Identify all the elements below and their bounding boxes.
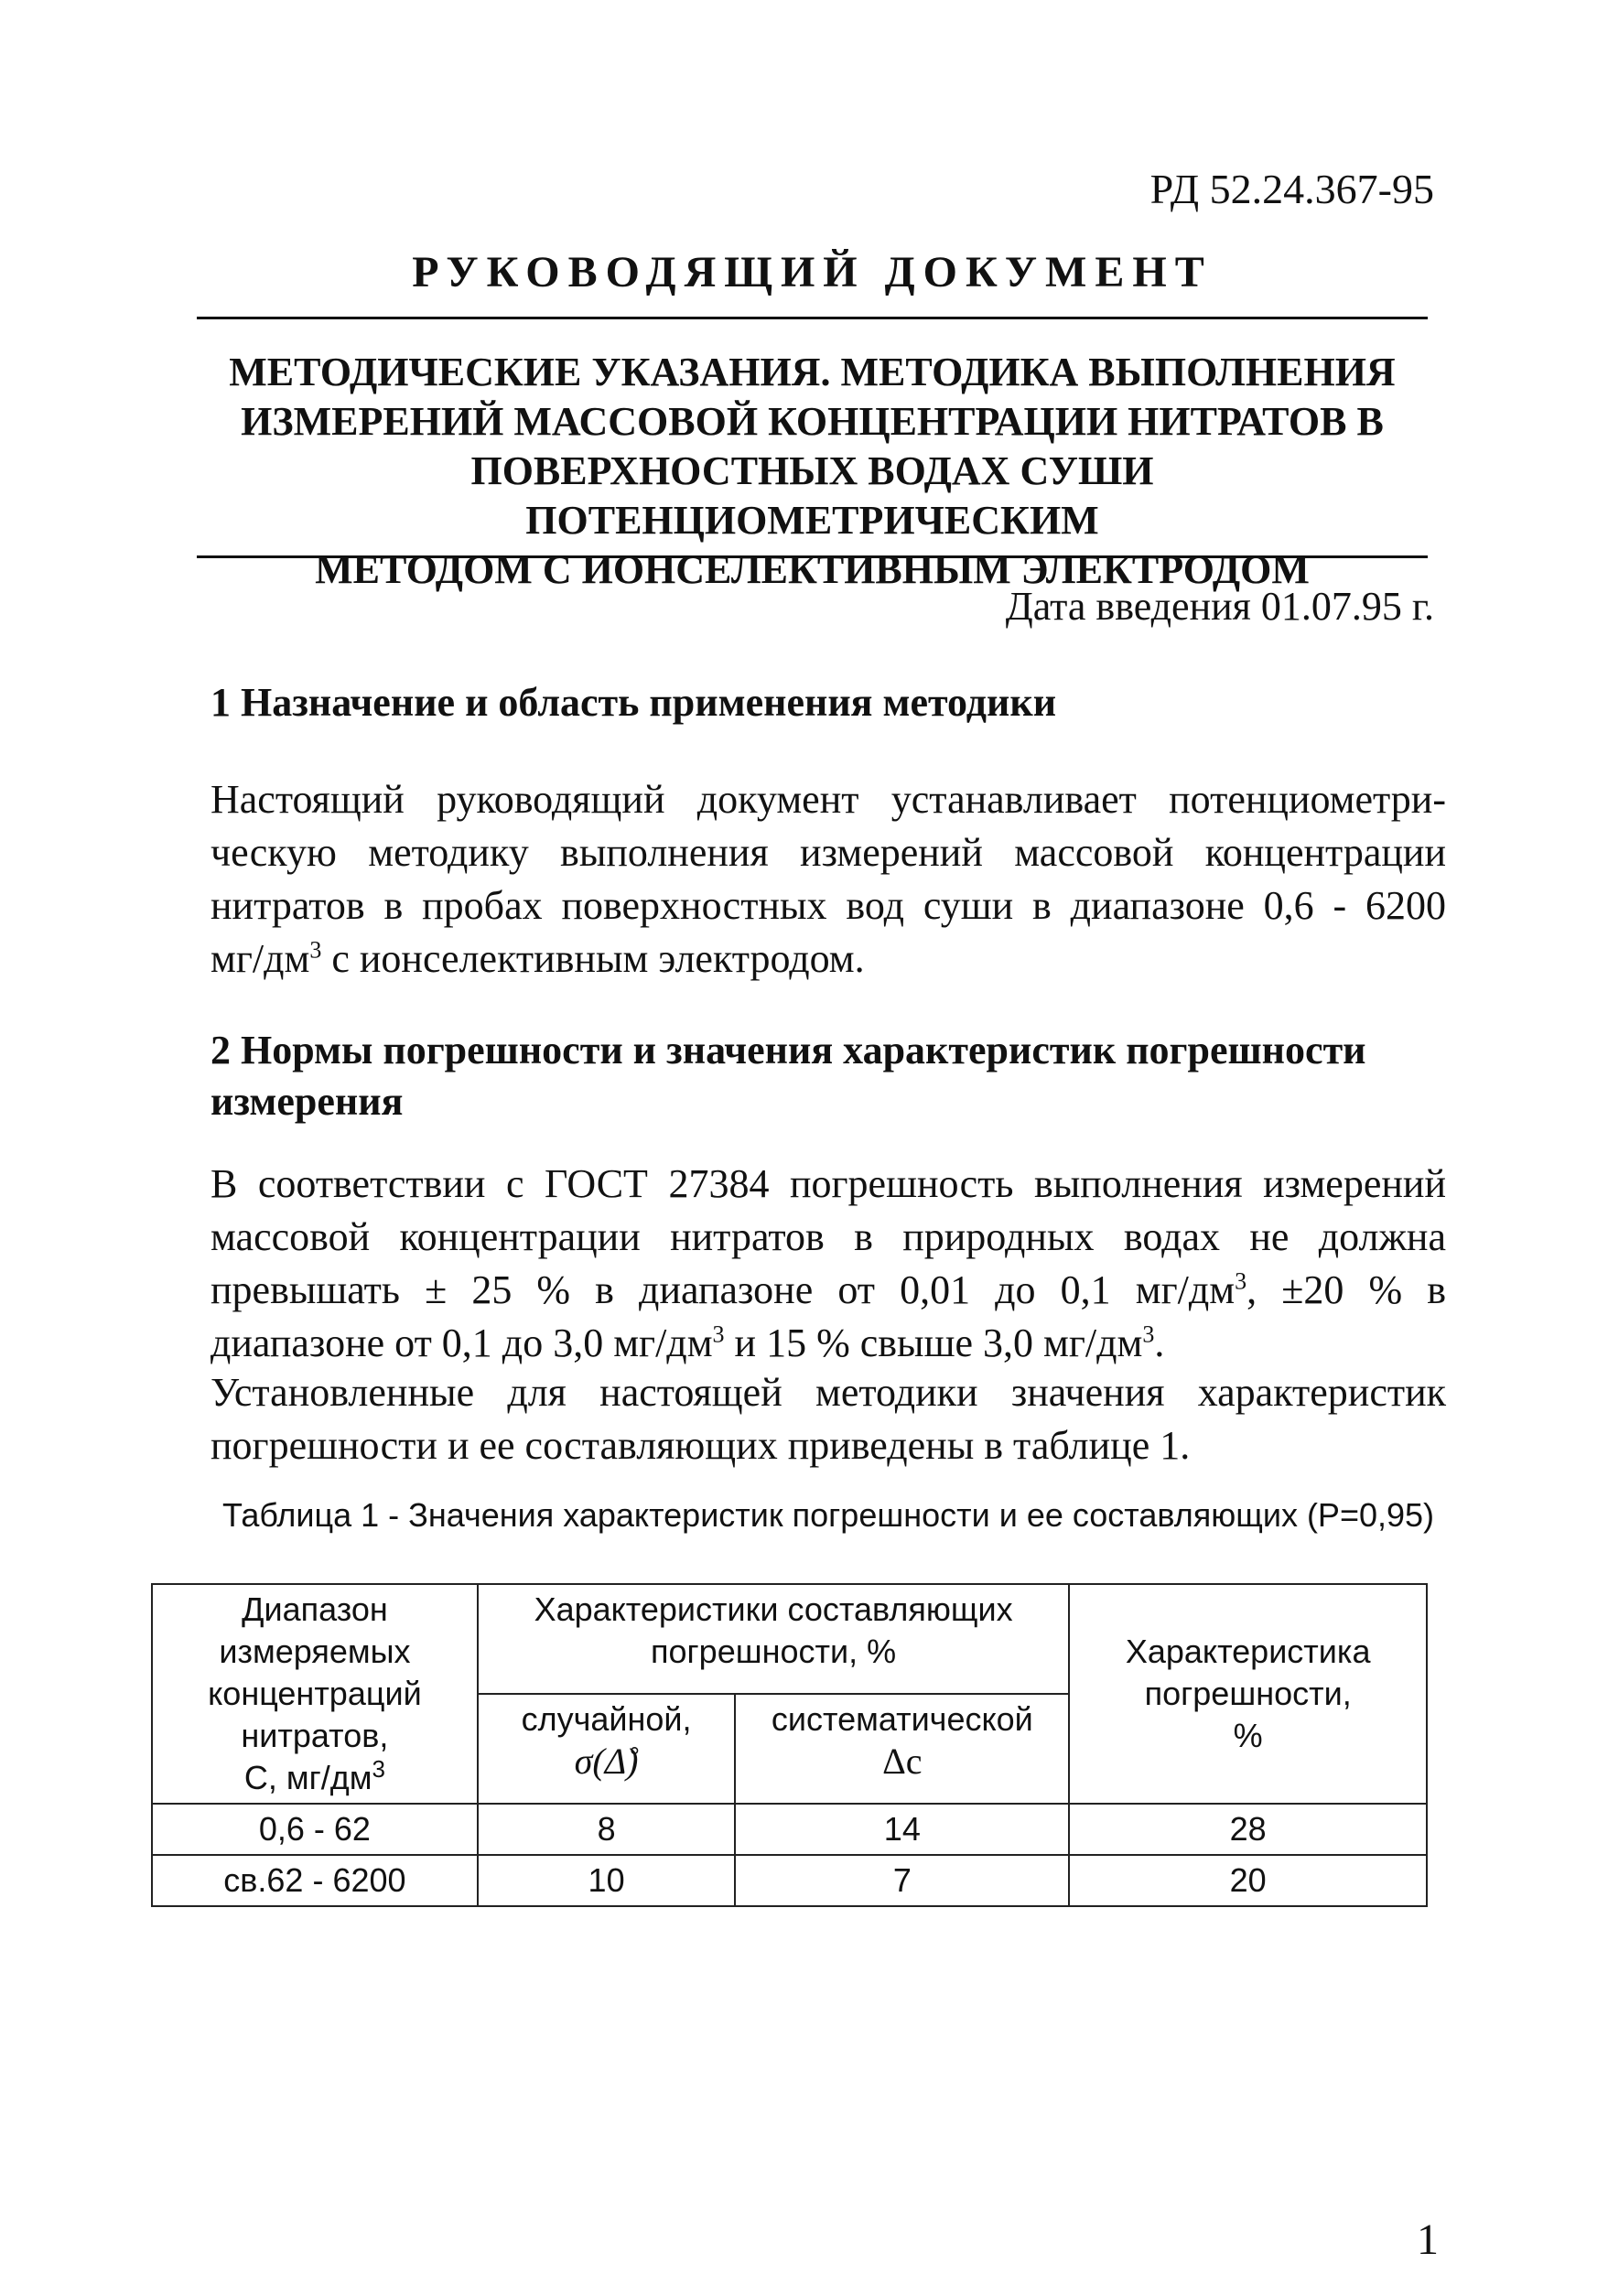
column-header-total: Характеристика погрешности, % xyxy=(1069,1584,1427,1804)
title-divider xyxy=(197,555,1428,558)
error-characteristics-table xyxy=(151,1583,1428,1907)
systematic-error-symbol: Δc xyxy=(882,1741,923,1782)
paragraph-line: Настоящий руководящий документ устанавливает потенциометри- xyxy=(210,777,1446,822)
cell-total: 28 xyxy=(1069,1804,1427,1855)
paragraph-line: превышать ± 25 % в диапазоне от 0,01 до 0,1 $мг/дм^3$, ±20 % в xyxy=(210,1267,1446,1312)
table-row xyxy=(152,1804,1427,1855)
column-header-range: Диапазон измеряемых концентраций нитратов, С, $мг/дм^3$ xyxy=(152,1584,478,1804)
column-header-systematic: систематической Δc xyxy=(735,1694,1069,1804)
table-header-row xyxy=(152,1584,1427,1694)
section-2-heading xyxy=(210,1025,1446,1127)
column-header-components: Характеристики составляющих погрешности, % xyxy=(478,1584,1070,1694)
random-error-symbol: σ(Δ̊) xyxy=(574,1741,639,1782)
heading-line: измерения xyxy=(210,1079,404,1124)
document-type: РУКОВОДЯЩИЙ ДОКУМЕНТ xyxy=(412,248,1213,296)
paragraph-line: диапазоне от 0,1 до 3,0 $мг/дм^3$ и 15 % свыше 3,0 $мг/дм^3$. xyxy=(210,1320,1165,1365)
paragraph-line: Установленные для настоящей методики значения характеристик xyxy=(210,1370,1446,1415)
column-header-random: случайной, σ(Δ̊) xyxy=(478,1694,736,1804)
cell-random: 10 xyxy=(478,1855,736,1906)
document-number: РД 52.24.367-95 xyxy=(1149,166,1434,212)
paragraph-line: $мг/дм^3$ с ионселективным электродом. xyxy=(210,936,865,981)
title-line: МЕТОДОМ С ИОНСЕЛЕКТИВНЫМ ЭЛЕКТРОДОМ xyxy=(315,547,1310,592)
title-line: ПОВЕРХНОСТНЫХ ВОДАХ СУШИ ПОТЕНЦИОМЕТРИЧЕСКИМ xyxy=(470,448,1154,543)
section-2-paragraph-1 xyxy=(210,1158,1446,1370)
cell-random: 8 xyxy=(478,1804,736,1855)
title-line: ИЗМЕРЕНИЙ МАССОВОЙ КОНЦЕНТРАЦИИ НИТРАТОВ В xyxy=(241,399,1384,444)
top-divider xyxy=(197,317,1428,319)
cell-range: св.62 - 6200 xyxy=(152,1855,478,1906)
section-1-paragraph xyxy=(210,773,1446,986)
heading-line: 2 Нормы погрешности и значения характеристик погрешности xyxy=(210,1028,1366,1073)
paragraph-line: нитратов в пробах поверхностных вод суши в диапазоне 0,6 - 6200 xyxy=(210,883,1446,928)
paragraph-line: погрешности и ее составляющих приведены в таблице 1. xyxy=(210,1423,1191,1468)
table-row xyxy=(152,1855,1427,1906)
cell-systematic: 7 xyxy=(735,1855,1069,1906)
table-caption: Таблица 1 - Значения характеристик погрешности и ее составляющих (Р=0,95) xyxy=(221,1496,1435,1534)
page-number: 1 xyxy=(1417,2215,1439,2264)
section-1-heading: 1 Назначение и область применения методики xyxy=(210,680,1057,725)
section-2-paragraph-2 xyxy=(210,1366,1446,1472)
cell-total: 20 xyxy=(1069,1855,1427,1906)
paragraph-line: ческую методику выполнения измерений массовой концентрации xyxy=(210,830,1446,875)
paragraph-line: массовой концентрации нитратов в природных водах не должна xyxy=(210,1214,1446,1259)
cell-range: 0,6 - 62 xyxy=(152,1804,478,1855)
title-line: МЕТОДИЧЕСКИЕ УКАЗАНИЯ. МЕТОДИКА ВЫПОЛНЕНИЯ xyxy=(229,350,1396,394)
cell-systematic: 14 xyxy=(735,1804,1069,1855)
paragraph-line: В соответствии с ГОСТ 27384 погрешность выполнения измерений xyxy=(210,1161,1446,1206)
introduction-date: Дата введения 01.07.95 г. xyxy=(1005,584,1434,629)
